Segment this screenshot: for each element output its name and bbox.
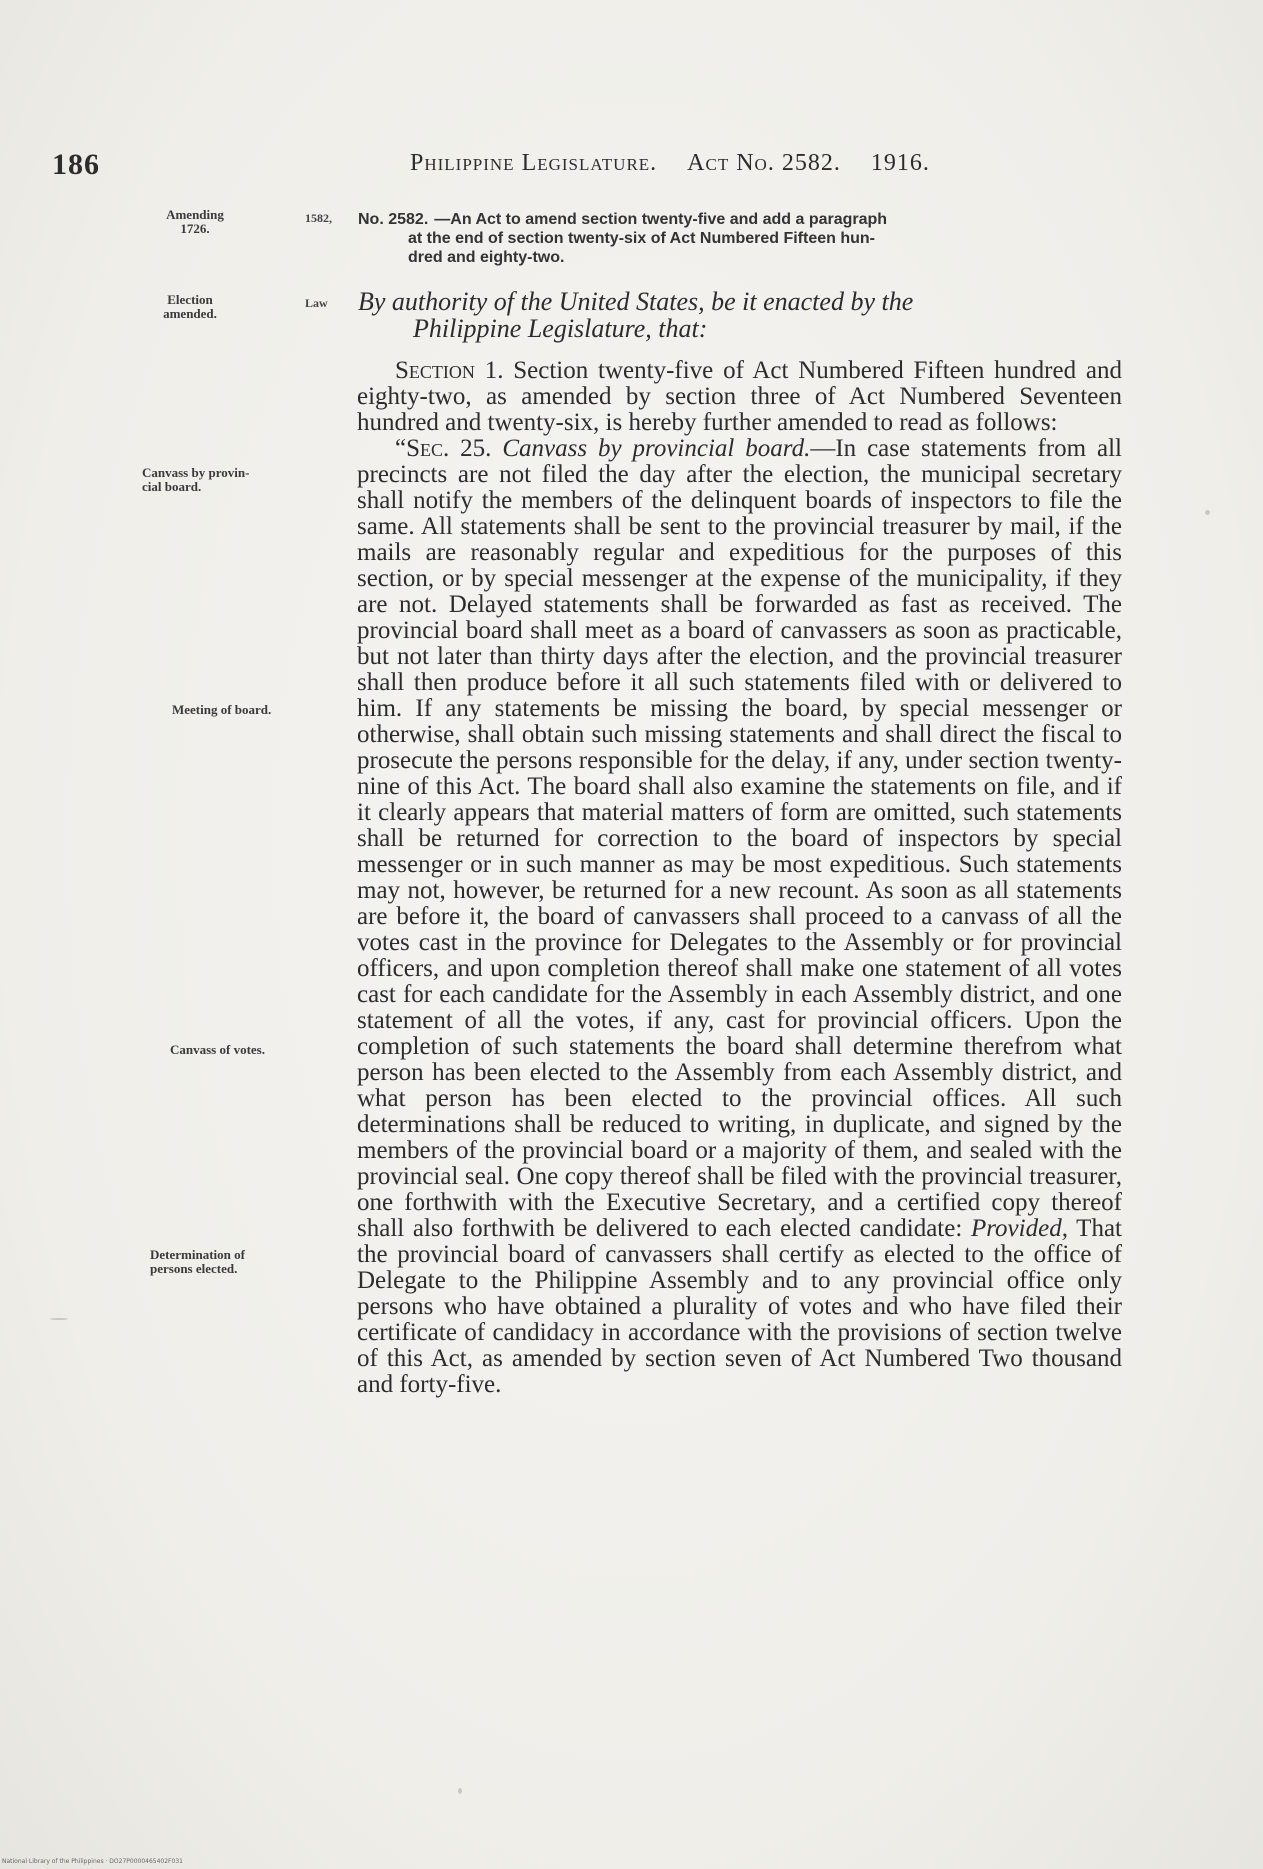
act-summary-line-1: —An Act to amend section twenty-five and add a paragraph [434, 211, 888, 228]
running-head-year: 1916. [870, 150, 930, 176]
section-25-label: “Sec. 25. [395, 435, 492, 462]
section-25-paragraph [357, 436, 1122, 1398]
act-summary-line-2: at the end of section twenty-six of Act Numbered Fifteen hun- [408, 230, 875, 247]
act-number: No. 2582. [358, 211, 429, 228]
running-head [410, 150, 1130, 177]
margin-note-election-amended: Election amended. [163, 292, 217, 321]
section-1-paragraph [357, 358, 1122, 436]
page-number: 186 [52, 148, 100, 181]
enacting-line-2: Philippine Legislature, that: [413, 314, 708, 343]
section-1-text: Section twenty-five of Act Numbered Fifteen hundred and eighty-two, as amended by section three of Act Numbered Seventeen hundred and twenty-six, is hereby further amended to read as follows: [357, 357, 1122, 436]
section-25-heading: Canvass by provincial board. [502, 435, 811, 462]
margin-ref-law: Law [305, 296, 328, 310]
scan-speck [458, 1788, 462, 1794]
margin-note-amending: Amending 1726. [166, 207, 224, 236]
running-head-title: Philippine Legislature. [410, 150, 658, 176]
margin-ref-1582: 1582, [305, 211, 332, 225]
proviso-label: Provided, [970, 1215, 1068, 1242]
act-summary [358, 210, 1128, 267]
section-25-text-a: —In case statements from all precincts are not filed the day after the election, the municipal secretary shall notify the members of the delinquent boards of inspectors to file the same. All statements shall be sent to the provincial treasurer by mail, if the mails are reasonably regular and expeditious for the purposes of this section, or by special messenger at the expense of the municipality, if they are not. Delayed statements shall be forwarded as fast as received. The provincial board shall meet as a board of canvassers as soon as practicable, but not later than thirty days after the election, and the provincial treasurer shall then produce before it all such statements filed with or delivered to him. If any statements be missing the board, by special messenger or otherwise, shall obtain such missing statements and shall direct the fiscal to prosecute the persons responsible for the delay, if any, under section twenty-nine of this Act. The board shall also examine the statements on file, and if it clearly appears that material matters of form are omitted, such statements shall be returned for correction to the board of inspectors by special messenger or in such manner as may be most expeditious. Such statements may not, however, be returned for a new recount. As soon as all statements are before it, the board of canvassers shall proceed to a canvass of all the votes cast in the province for Delegates to the Assembly or for provincial officers, and upon completion thereof shall make one statement of all votes cast for each candidate for the Assembly in each Assembly district, and one statement of all the votes, if any, cast for provincial officers. Upon the completion of such statements the board shall determine therefrom what person has been elected to the Assembly from each Assembly district, and what person has been elected to the provincial offices. All such determinations shall be reduced to writing, in duplicate, and signed by the members of the provincial board or a majority of them, and sealed with the provincial seal. One copy thereof shall be filed with the provincial treasurer, one forthwith with the Executive Secretary, and a certified copy thereof shall also forthwith be delivered to each elected candidate: [357, 435, 1122, 1242]
enacting-clause [358, 288, 1128, 342]
margin-note-meeting-of-board: Meeting of board. [172, 702, 272, 717]
running-head-act: Act No. 2582. [687, 150, 841, 176]
scan-speck [1205, 510, 1210, 515]
act-summary-line-3: dred and eighty-two. [408, 249, 565, 266]
margin-note-canvass-of-votes: Canvass of votes. [170, 1042, 265, 1057]
footer-credit: National Library of the Philippines · DO27P0000465402F031 [2, 1858, 183, 1865]
margin-note-determination: Determination of persons elected. [150, 1247, 245, 1276]
section-1-label: Section 1. [395, 357, 504, 384]
body-text [357, 358, 1122, 1398]
scan-speck [50, 1318, 68, 1320]
section-25-text-b: That the provincial board of canvassers shall certify as elected to the office of Delegate to the Philippine Assembly and to any provincial office only persons who have obtained a plurality of votes and who have filed their certificate of candidacy in accordance with the provisions of section twelve of this Act, as amended by section seven of Act Numbered Two thousand and forty-five. [357, 1215, 1122, 1398]
enacting-line-1: By authority of the United States, be it enacted by the [358, 287, 914, 316]
margin-note-canvass-by-board: Canvass by provin- cial board. [142, 465, 250, 494]
